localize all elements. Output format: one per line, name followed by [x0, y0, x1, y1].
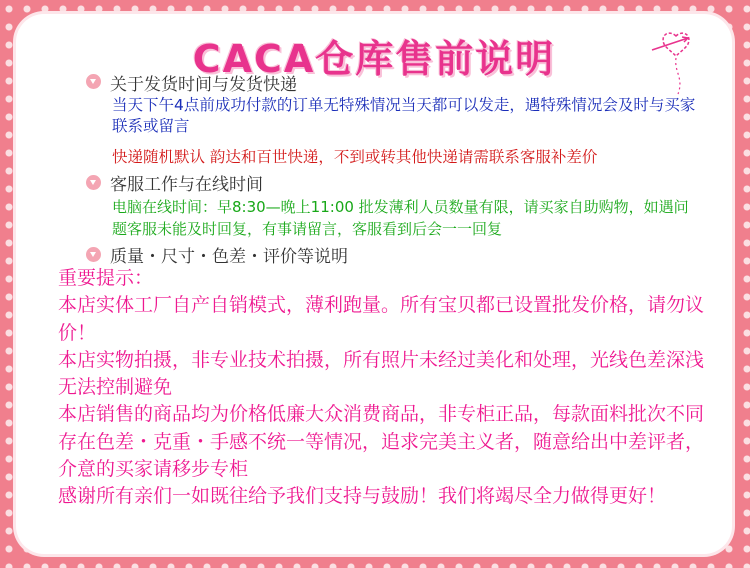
important-notice [58, 265, 708, 511]
page-title: CACA仓库售前说明 [192, 37, 556, 81]
shipping-time-text: 当天下午4点前成功付款的订单无特殊情况当天都可以发走，遇特殊情况会及时与买家联系或留言 [112, 96, 696, 135]
service-hours-text: 电脑在线时间：早8:30—晚上11:00 批发薄利人员数量有限，请买家自助购物，如遇问题客服未能及时回复，有事请留言，客服看到后会一一回复 [112, 198, 689, 238]
section-heading: 关于发货时间与发货快递 [110, 75, 297, 95]
heart-arrow-icon [630, 28, 700, 98]
notice-line: 感谢所有亲们一如既往给予我们支持与鼓励！我们将竭尽全力做得更好！ [58, 485, 667, 508]
notice-heading: 重要提示： [58, 267, 154, 289]
section-heading: 质量・尺寸・色差・评价等说明 [110, 247, 348, 267]
notice-card [16, 14, 732, 554]
notice-line: 本店实物拍摄，非专业技术拍摄，所有照片未经过美化和处理，光线色差深浅无法控制避免 [58, 348, 705, 399]
notice-line: 本店实体工厂自产自销模式，薄利跑量。所有宝贝都已设置批发价格，请勿议价！ [58, 294, 705, 344]
chevron-down-bullet-icon [86, 74, 101, 89]
courier-text: 快递随机默认 韵达和百世快递，不到或转其他快递请需联系客服补差价 [112, 148, 598, 166]
notice-line: 本店销售的商品均为价格低廉大众消费商品，非专柜正品，每款面料批次不同存在色差・克重・手感不统一等情况，追求完美主义者，随意给出中差评者，介意的买家请移步专柜 [58, 403, 705, 481]
section-heading: 客服工作与在线时间 [110, 175, 263, 195]
chevron-down-bullet-icon [86, 247, 101, 262]
chevron-down-bullet-icon [86, 175, 101, 190]
